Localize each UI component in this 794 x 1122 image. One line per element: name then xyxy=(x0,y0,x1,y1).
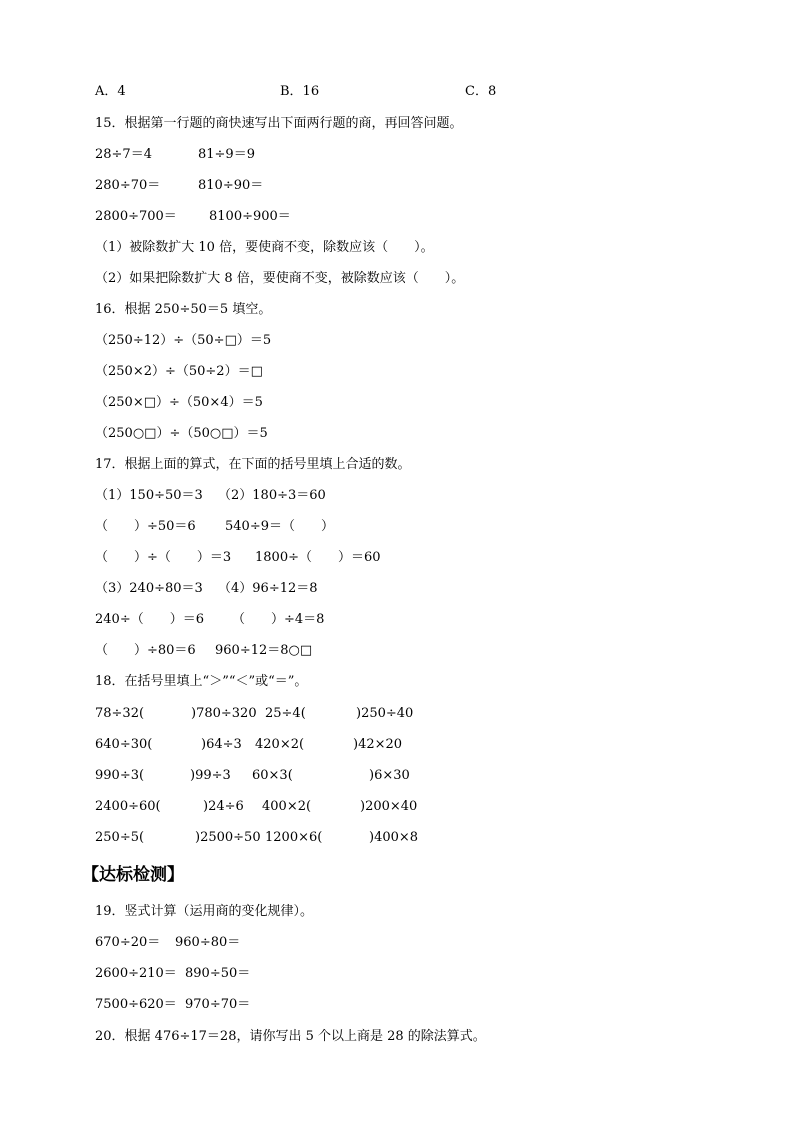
q16-stem: 16．根据 250÷50＝5 填空。 xyxy=(95,302,272,317)
q18-row-1-left-b: )780÷320 xyxy=(191,706,257,721)
q18-row-2-right-b: )42×20 xyxy=(353,737,403,752)
q17-row-2-b: 540÷9＝（ ） xyxy=(225,519,334,534)
q17-row-3-b: 1800÷（ ）＝60 xyxy=(255,550,381,565)
q18-row-1-right-a: 25÷4( xyxy=(265,706,306,721)
q19-row-3-a: 7500÷620＝ xyxy=(95,997,177,1012)
q18-row-4-right-a: 400×2( xyxy=(262,799,312,814)
q18-row-4-left-b: )24÷6 xyxy=(203,799,244,814)
q19-row-1-b: 960÷80＝ xyxy=(175,935,241,950)
q19-stem: 19．竖式计算（运用商的变化规律）。 xyxy=(95,904,314,919)
q17-row-1-a: （1）150÷50＝3 xyxy=(95,488,203,503)
q18-row-1-left-a: 78÷32( xyxy=(95,706,145,721)
option-a: A．4 xyxy=(95,84,126,99)
q17-row-6-a: （ ）÷80＝6 xyxy=(95,643,196,658)
q17-row-4-b: （4）96÷12＝8 xyxy=(218,581,318,596)
option-b: B．16 xyxy=(280,84,320,99)
section-title: 【达标检测】 xyxy=(82,865,184,885)
q18-row-3-left-a: 990÷3( xyxy=(95,768,145,783)
q20-stem: 20．根据 476÷17＝28，请你写出 5 个以上商是 28 的除法算式。 xyxy=(95,1029,486,1044)
q15-row-2-b: 810÷90＝ xyxy=(198,178,264,193)
q18-row-1-right-b: )250÷40 xyxy=(356,706,414,721)
q18-row-5-left-a: 250÷5( xyxy=(95,830,145,845)
q16-line-2: （250×2）÷（50÷2）＝□ xyxy=(95,364,263,379)
q18-row-2-left-a: 640÷30( xyxy=(95,737,153,752)
q19-row-2-a: 2600÷210＝ xyxy=(95,966,177,981)
q17-stem: 17．根据上面的算式，在下面的括号里填上合适的数。 xyxy=(95,457,411,472)
q18-row-4-left-a: 2400÷60( xyxy=(95,799,161,814)
q18-row-3-right-a: 60×3( xyxy=(252,768,293,783)
q16-line-1: （250÷12）÷（50÷□）＝5 xyxy=(95,333,272,348)
q18-row-5-right-b: )400×8 xyxy=(369,830,419,845)
q19-row-3-b: 970÷70＝ xyxy=(185,997,251,1012)
q18-row-2-left-b: )64÷3 xyxy=(201,737,242,752)
q17-row-5-a: 240÷（ ）＝6 xyxy=(95,612,204,627)
q17-row-6-b: 960÷12＝8○□ xyxy=(215,643,313,658)
q18-stem: 18．在括号里填上“＞”“＜”或“＝”。 xyxy=(95,674,308,689)
option-c: C．8 xyxy=(465,84,497,99)
q15-row-2-a: 280÷70＝ xyxy=(95,178,161,193)
q17-row-4-a: （3）240÷80＝3 xyxy=(95,581,203,596)
q17-row-5-b: （ ）÷4＝8 xyxy=(232,612,325,627)
q19-row-1-a: 670÷20＝ xyxy=(95,935,161,950)
q17-row-3-a: （ ）÷（ ）＝3 xyxy=(95,550,232,565)
q15-row-1-b: 81÷9＝9 xyxy=(198,147,255,162)
q17-row-1-b: （2）180÷3＝60 xyxy=(218,488,326,503)
q17-row-2-a: （ ）÷50＝6 xyxy=(95,519,196,534)
q18-row-3-right-b: )6×30 xyxy=(369,768,410,783)
q16-line-3: （250×□）÷（50×4）＝5 xyxy=(95,395,263,410)
q19-row-2-b: 890÷50＝ xyxy=(185,966,251,981)
q15-sub-1: （1）被除数扩大 10 倍，要使商不变，除数应该（ ）。 xyxy=(95,240,434,255)
q15-sub-2: （2）如果把除数扩大 8 倍，要使商不变，被除数应该（ ）。 xyxy=(95,271,465,286)
q15-row-3-b: 8100÷900＝ xyxy=(209,209,291,224)
q18-row-3-left-b: )99÷3 xyxy=(190,768,231,783)
q18-row-4-right-b: )200×40 xyxy=(360,799,418,814)
q15-row-3-a: 2800÷700＝ xyxy=(95,209,177,224)
q16-line-4: （250○□）÷（50○□）＝5 xyxy=(95,426,268,441)
q15-row-1-a: 28÷7＝4 xyxy=(95,147,152,162)
q18-row-5-left-b: )2500÷50 xyxy=(195,830,261,845)
q18-row-5-right-a: 1200×6( xyxy=(265,830,323,845)
q15-stem: 15．根据第一行题的商快速写出下面两行题的商，再回答问题。 xyxy=(95,116,463,131)
q18-row-2-right-a: 420×2( xyxy=(255,737,305,752)
